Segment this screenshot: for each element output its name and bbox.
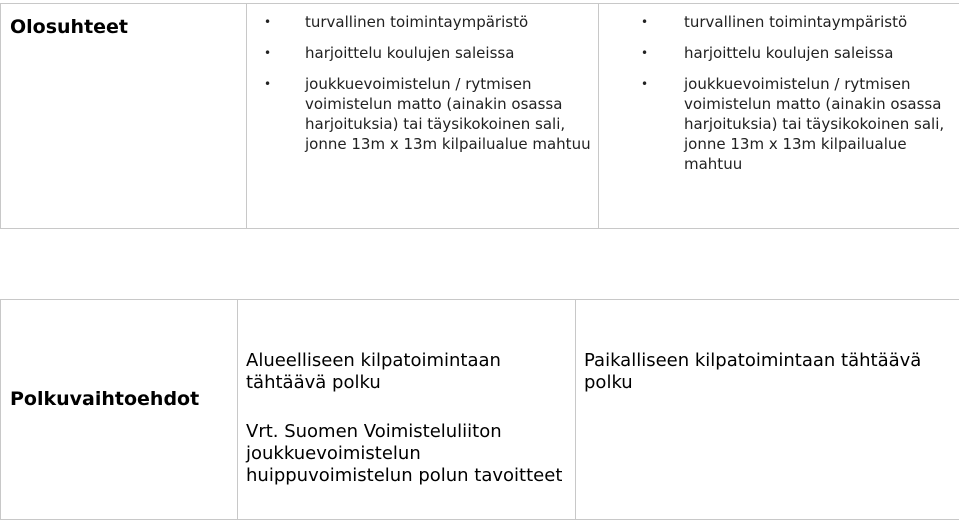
row-label-conditions: Olosuhteet [1, 4, 247, 229]
list-item: • harjoittelu koulujen saleissa [641, 44, 894, 62]
regional-path-cell [238, 300, 576, 520]
list-item: • joukkuevoimistelun / rytmisen voimistelun matto (ainakin osassa harjoituksia) tai täysikokoinen sali, jonne 13m x 13m kilpailualue mahtuu [641, 75, 945, 173]
regional-path-heading: Alueelliseen kilpatoimintaan tähtäävä polku [246, 350, 501, 393]
list-item: • turvallinen toimintaympäristö [264, 13, 529, 31]
path-options-table [0, 299, 959, 520]
row-label-path-options [1, 300, 238, 520]
conditions-table [0, 3, 959, 229]
conditions-local-cell [599, 4, 959, 229]
bullet-icon: • [264, 77, 272, 91]
bullet-icon: • [264, 15, 272, 29]
list-item: • turvallinen toimintaympäristö [641, 13, 908, 31]
regional-path-note: Vrt. Suomen Voimisteluliiton joukkuevoimistelun huippuvoimistelun polun tavoitteet [246, 421, 563, 486]
conditions-local-list [599, 4, 959, 174]
conditions-regional-list [247, 4, 598, 154]
local-path-heading: Paikalliseen kilpatoimintaan tähtäävä polku [584, 350, 922, 393]
bullet-icon: • [641, 77, 649, 91]
local-path-cell [576, 300, 959, 520]
bullet-icon: • [641, 46, 649, 60]
bullet-icon: • [641, 15, 649, 29]
list-item: • harjoittelu koulujen saleissa [264, 44, 515, 62]
list-item: • joukkuevoimistelun / rytmisen voimistelun matto (ainakin osassa harjoituksia) tai täysikokoinen sali, jonne 13m x 13m kilpailualue mahtuu [264, 75, 591, 153]
conditions-regional-cell [247, 4, 599, 229]
row-label-text: Polkuvaihtoehdot [10, 388, 200, 410]
bullet-icon: • [264, 46, 272, 60]
